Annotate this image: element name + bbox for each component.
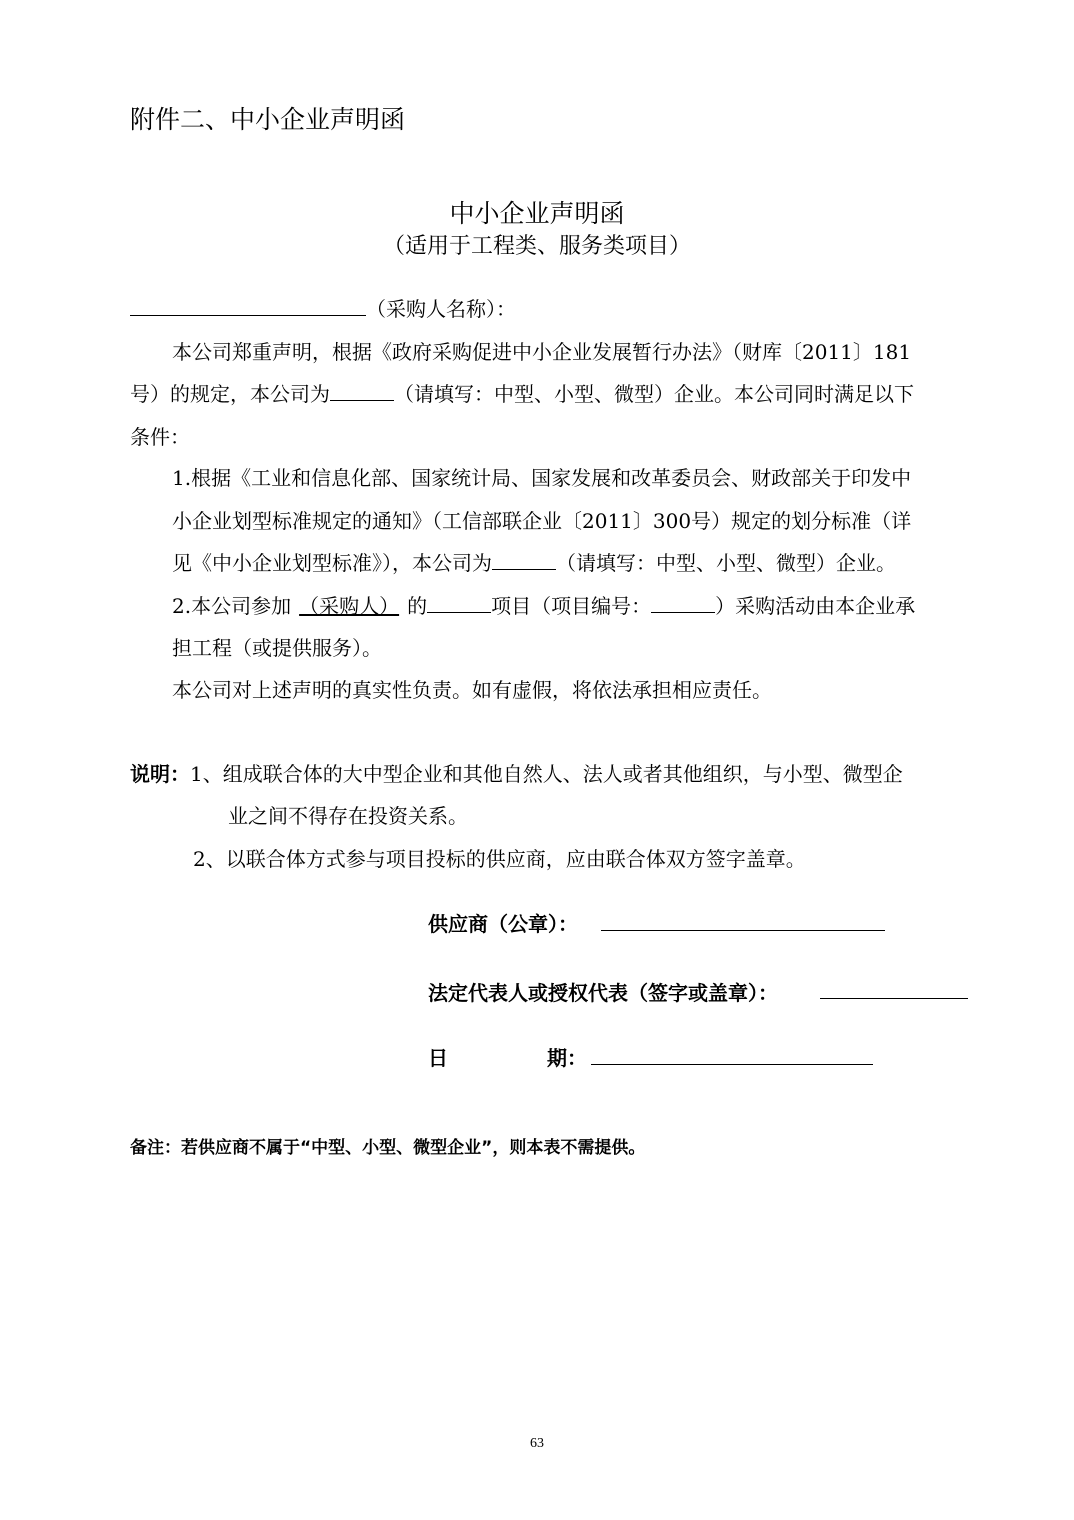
explanation-line-2: 业之间不得存在投资关系。 [228,804,468,828]
explanation-line-3: 2、以联合体方式参与项目投标的供应商，应由联合体双方签字盖章。 [193,847,806,871]
addressee-line [130,293,516,322]
condition-text: ）采购活动由本企业承 [715,594,916,618]
representative-signature-label: 法定代表人或授权代表（签字或盖章）： [428,981,778,1005]
declaration-text: （请填写：中型、小型、微型）企业。本公司同时满足以下 [394,382,914,406]
enterprise-type-blank[interactable] [330,382,394,401]
purchaser-underlined: （采购人） [299,594,400,618]
condition-text: （请填写：中型、小型、微型）企业。 [556,551,896,575]
footnote: 备注：若供应商不属于“中型、小型、微型企业”，则本表不需提供。 [130,1138,646,1158]
condition-text: 的 [407,594,428,618]
declaration-line-2 [130,378,914,407]
addressee-label: （采购人名称）： [366,297,516,321]
date-line[interactable] [591,1064,873,1065]
condition-text: 项目（项目编号： [491,594,652,618]
purchaser-name-blank[interactable] [130,297,366,316]
attachment-heading: 附件二、中小企业声明函 [130,105,406,134]
enterprise-type-blank-2[interactable] [492,551,556,570]
supplier-seal-label: 供应商（公章）： [428,912,578,936]
date-label-char-1: 日 [428,1046,448,1070]
declaration-line-3: 条件： [130,425,190,449]
project-name-blank[interactable] [427,594,491,613]
date-label-char-2: 期： [547,1046,587,1070]
condition-2-line-1 [172,590,915,619]
condition-text: 2.本公司参加 [172,594,292,618]
document-title: 中小企业声明函 [449,199,625,228]
explanation-label: 说明： [130,762,190,786]
responsibility-statement: 本公司对上述声明的真实性负责。如有虚假，将依法承担相应责任。 [172,678,772,702]
project-number-blank[interactable] [651,594,715,613]
document-subtitle: （适用于工程类、服务类项目） [382,234,691,259]
condition-text: 见《中小企业划型标准》），本公司为 [172,551,492,575]
condition-1-line-2: 小企业划型标准规定的通知》（工信部联企业〔2011〕300号）规定的划分标准（详 [172,509,912,533]
declaration-line-1: 本公司郑重声明，根据《政府采购促进中小企业发展暂行办法》（财库〔2011〕181 [172,340,912,364]
declaration-text: 号）的规定，本公司为 [130,382,330,406]
supplier-seal-line[interactable] [601,930,885,931]
page-number: 63 [530,1436,544,1451]
explanation-line-1 [130,758,903,787]
explanation-text: 1、组成联合体的大中型企业和其他自然人、法人或者其他组织，与小型、微型企 [190,762,903,786]
condition-2-line-2: 担工程（或提供服务）。 [172,636,382,660]
representative-signature-line[interactable] [820,998,968,999]
condition-1-line-1: 1.根据《工业和信息化部、国家统计局、国家发展和改革委员会、财政部关于印发中 [172,466,912,490]
condition-1-line-3 [172,547,896,576]
